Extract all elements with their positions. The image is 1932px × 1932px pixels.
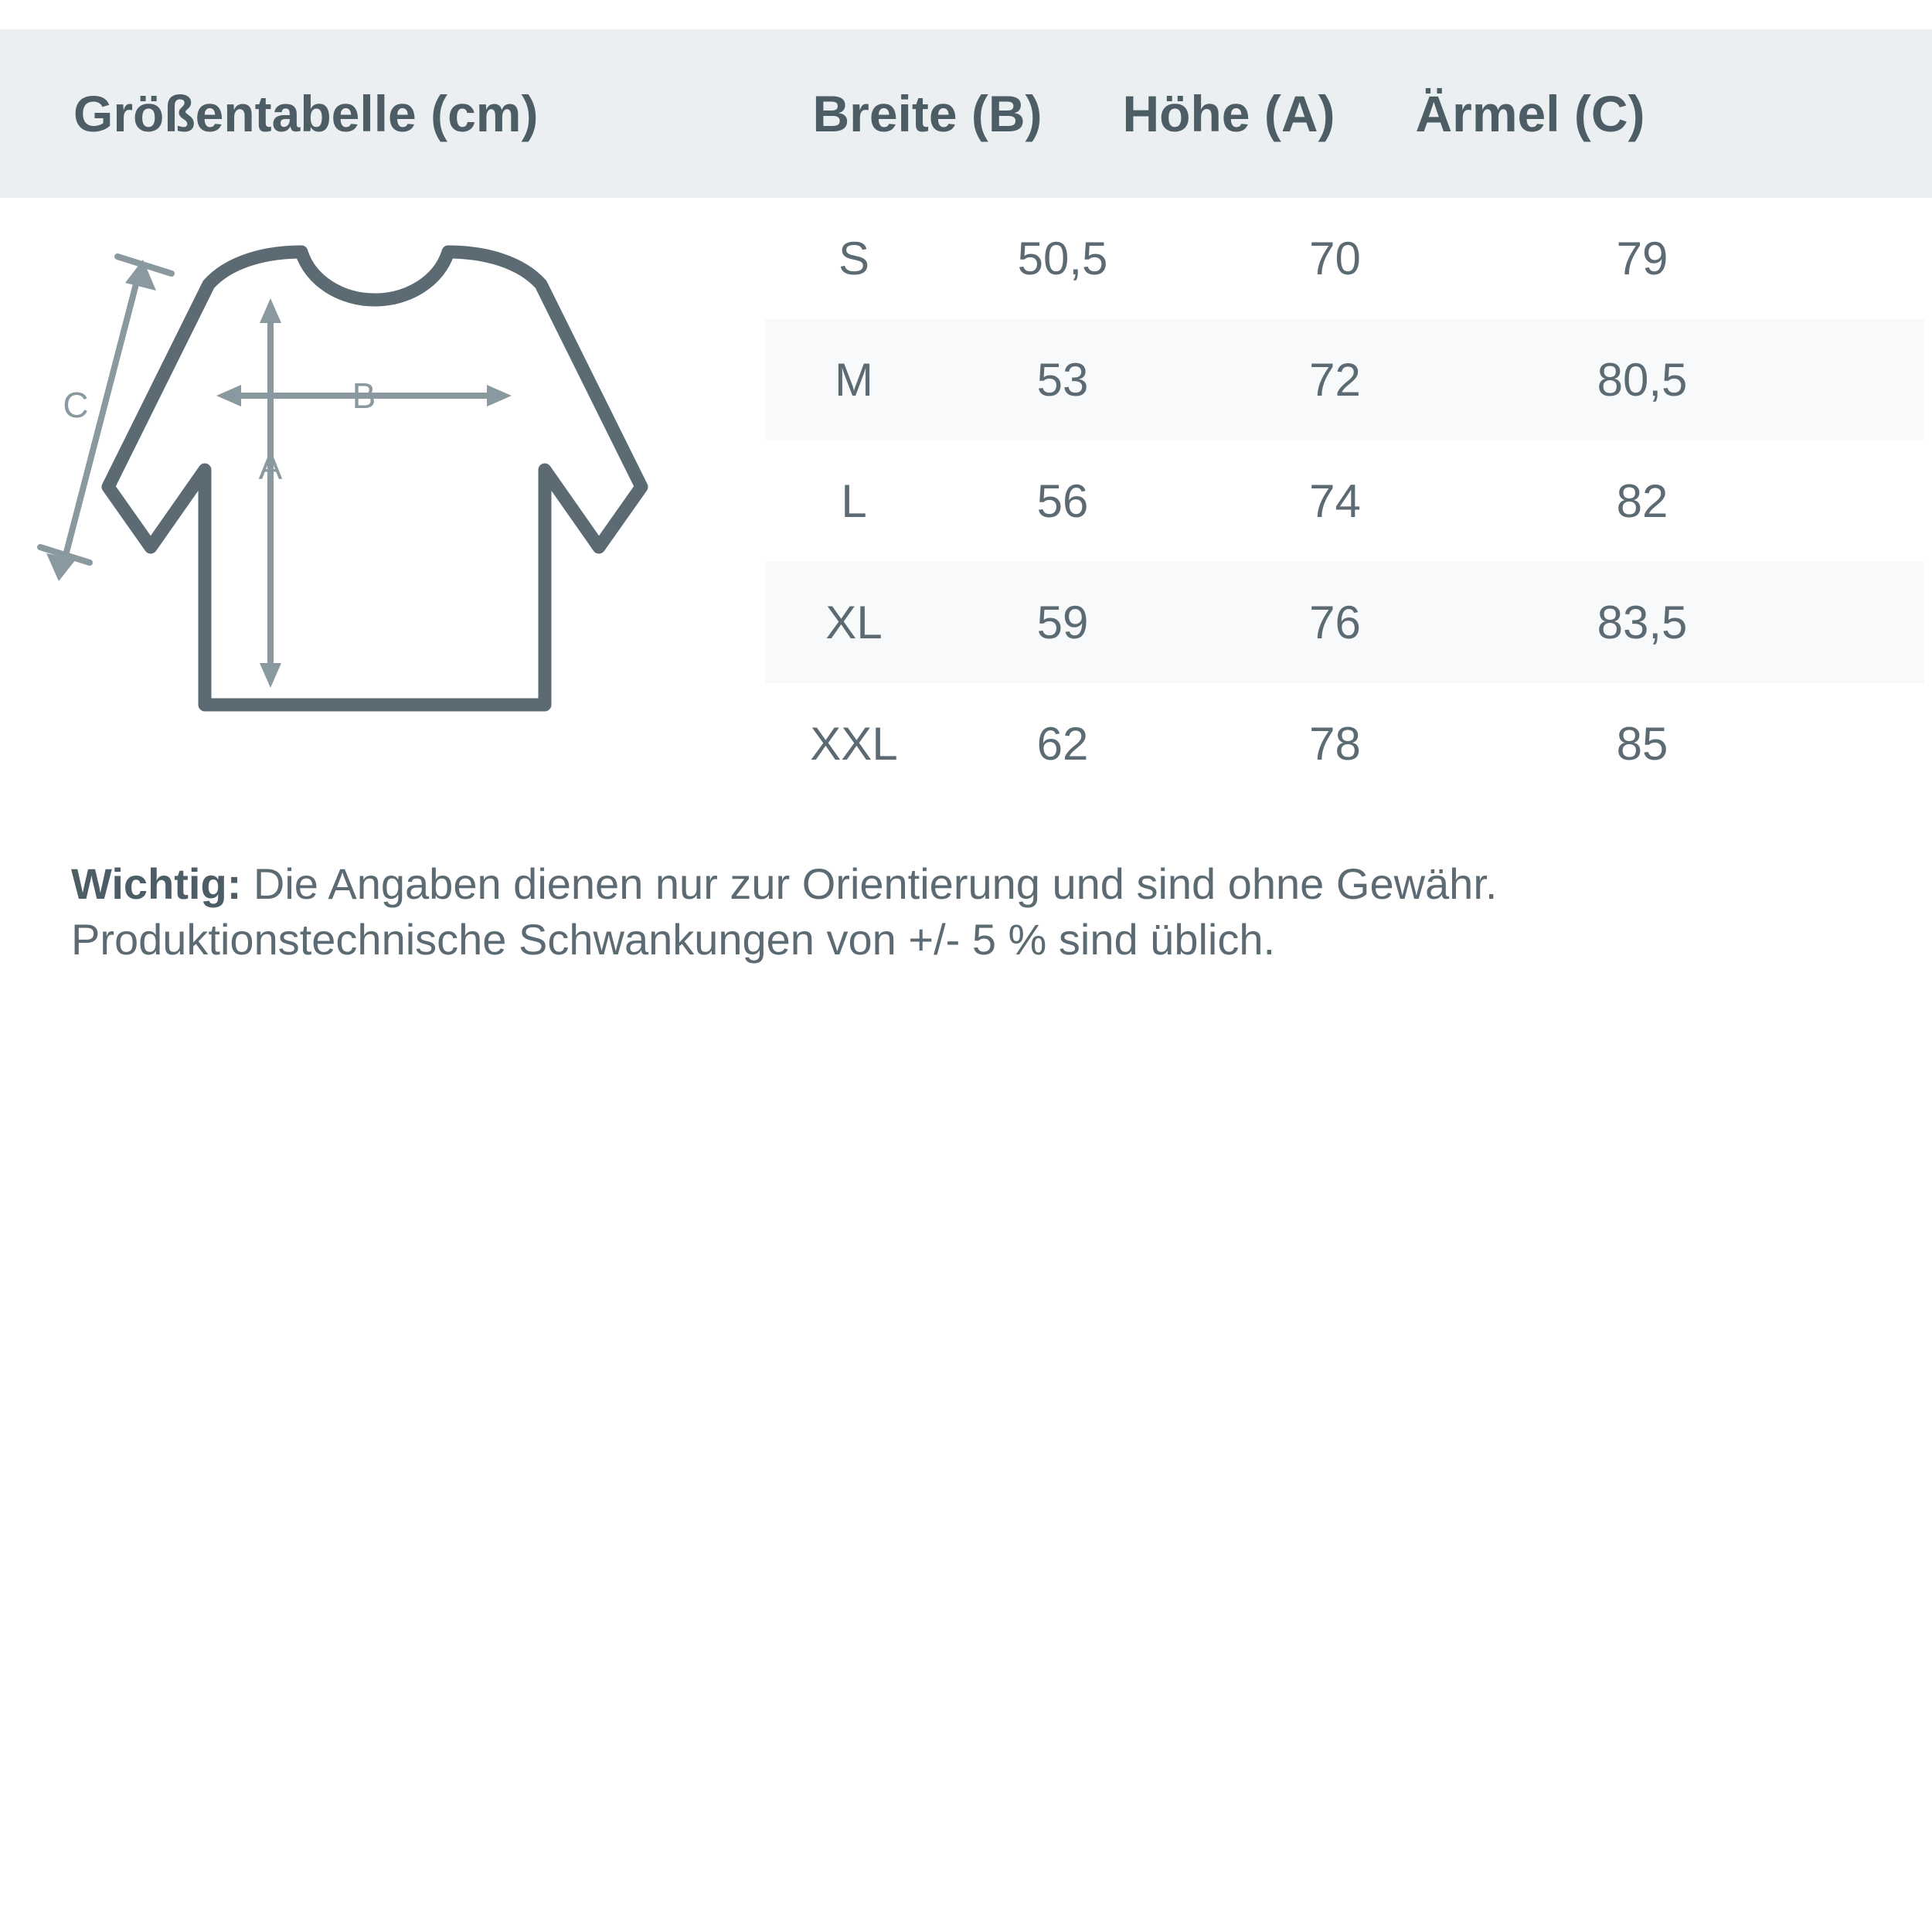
cell-sleeve: 85 [1616,718,1668,770]
disclaimer-note [71,856,1864,967]
table-row [765,562,1924,683]
cell-width: 56 [1036,475,1089,527]
label-sleeve: C [63,385,89,425]
cell-height: 70 [1309,233,1361,284]
column-headers [773,84,1870,143]
cell-size: XXL [810,718,898,770]
cell-height: 78 [1309,718,1361,770]
cell-width: 62 [1036,718,1089,770]
cell-sleeve: 83,5 [1597,597,1688,648]
table-row [765,683,1924,804]
cell-size: XL [825,597,883,648]
cell-height: 72 [1309,354,1361,406]
cell-width: 59 [1036,597,1089,648]
disclaimer-text: Die Angaben dienen nur zur Orientierung und sind ohne Gewähr. Produktionstechnische Schwankungen von +/- 5 % sind üblich. [71,859,1498,964]
cell-width: 53 [1036,354,1089,406]
cell-size: L [841,475,867,527]
size-table [765,198,1924,804]
cell-size: S [838,233,870,284]
cell-sleeve: 79 [1616,233,1668,284]
cell-size: M [835,354,873,406]
cell-width: 50,5 [1017,233,1108,284]
disclaimer-emphasis: Wichtig: [71,859,242,908]
cell-height: 76 [1309,597,1361,648]
cell-sleeve: 80,5 [1597,354,1688,406]
table-row [765,198,1924,319]
table-row [765,440,1924,562]
table-row [765,319,1924,440]
page-title: Größentabelle (cm) [73,85,539,142]
header-band [0,29,1932,198]
longsleeve-shirt-icon [31,232,750,788]
column-header-height: Höhe (A) [1122,85,1335,142]
cell-sleeve: 82 [1616,475,1668,527]
column-header-sleeve: Ärmel (C) [1415,85,1645,142]
label-height: A [258,447,283,487]
cell-height: 74 [1309,475,1361,527]
label-width: B [352,376,376,416]
column-header-width: Breite (B) [812,85,1043,142]
